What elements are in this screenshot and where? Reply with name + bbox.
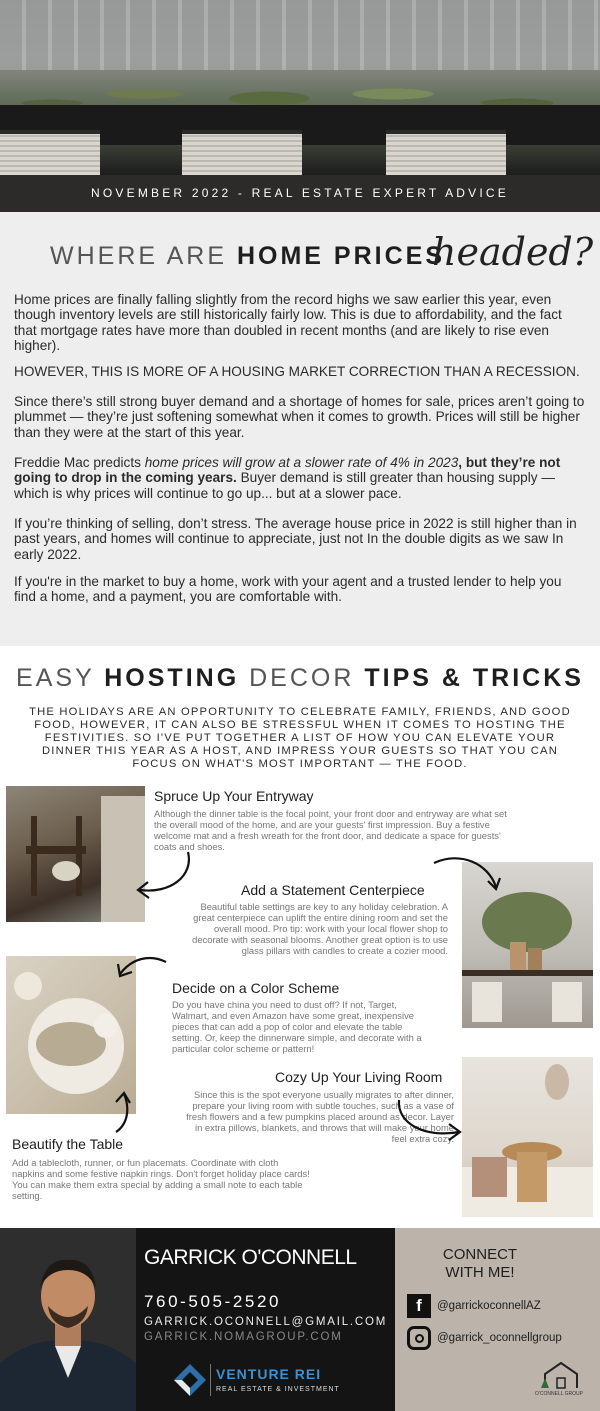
group-brand: O'CONNELL GROUP [535,1391,584,1397]
living-room-illustration [462,1057,593,1217]
hosting-intro: THE HOLIDAYS ARE AN OPPORTUNITY TO CELEBRATE FAMILY, FRIENDS, AND GOOD FOOD, HOWEVER, IT CAN ALSO BE STRESSFUL WHEN IT COMES TO HOSTING THE FESTIVITIES. SO I'VE PUT TOGETHER A LIST OF HOW YOU CAN ELEVATE YOUR DINNER THIS YEAR AS A HOST, AND IMPRESS YOUR GUESTS SO THAT YOU CAN FOCUS ON WHAT'S MOST IMPORTANT — THE FOOD. [29,706,571,770]
heading-easy: EASY [16,664,95,692]
hero-chair [386,130,506,175]
tip-title: Decide on a Color Scheme [172,980,340,996]
tip-title: Spruce Up Your Entryway [154,788,314,804]
tip-body: Although the dinner table is the focal point, your front door and entryway are what set the overall mood of the home, and are your guests' first impression. Buy a festive welcome mat and a fresh wreath for the front door, and dedicate a space for guests' coats and shoes. [154,808,507,852]
paragraph: If you're in the market to buy a home, work with your agent and a trusted lender to help you find a home, and a payment, you are comfortable with. [14,574,562,605]
paragraph [14,455,586,501]
venture-rei-logo-icon [172,1362,208,1398]
chair-illustration [6,786,145,922]
connect-line-2: WITH ME! [445,1264,515,1281]
tip-body: Since this is the spot everyone usually migrates to after dinner, prepare your living room with subtle touches, such as a vase of fresh flowers and a few pumpkins placed around as decor. Layer in extra pillows, blankets, and throws that will make your home feel extra cozy. [186,1089,454,1144]
heading-script: headed? [432,230,594,274]
arrow-icon [108,1090,138,1135]
facebook-handle: @garrickoconnellAZ [437,1300,541,1312]
heading-hosting: HOSTING [104,664,240,692]
p4-d: Buyer demand is still greater than housing supply — which is why prices will continue to go up... but at a slower pace. [14,470,555,501]
agent-name [144,1246,357,1270]
instagram-handle: @garrick_oconnellgroup [437,1332,562,1344]
brand-name: VENTURE REI [216,1366,322,1382]
heading-tips: TIPS & TRICKS [364,664,584,692]
contact-panel [136,1228,395,1411]
tip-body: Do you have china you need to dust off? If not, Target, Walmart, and even Amazon have some great, inexpensive pieces that can add a pop of color and elevate the table setting. Or, keep the dinnerware simple, and decorate with a particular color scheme or pattern! [172,999,422,1054]
agent-portrait [0,1228,136,1411]
prices-heading [50,242,445,271]
brand-tagline: REAL ESTATE & INVESTMENT [216,1386,340,1393]
connect-line-1: CONNECT [442,1246,518,1263]
paragraph: If you’re thinking of selling, don’t stress. The average house price in 2022 is still higher than in past years, and homes will continue to appreciate, just not In the double digits as we saw In early 2022. [14,516,577,562]
arrow-icon [395,1096,465,1144]
home-prices-section [0,212,600,646]
instagram-link[interactable] [407,1326,562,1350]
arrow-icon [110,952,170,982]
hero-chair [182,130,302,175]
p4-bold: , but they’re not going to drop in the coming years. [14,455,561,486]
paragraph: Since there’s still strong buyer demand and a shortage of homes for sale, prices aren’t going to plummet — they’re just softening somewhat when it comes to growth. Prices will still be higher than they were at the start of this year. [14,394,585,440]
agent-first-name: GARRICK [144,1246,237,1269]
social-panel [395,1228,600,1411]
arrow-icon [130,846,200,906]
facebook-link[interactable] [407,1294,541,1318]
heading-strong: HOME PRICES [236,242,446,270]
date-banner: NOVEMBER 2022 - REAL ESTATE EXPERT ADVICE [0,175,600,212]
email-link[interactable]: GARRICK.OCONNELL@GMAIL.COM [144,1316,388,1328]
paragraph: Home prices are finally falling slightly from the record highs we saw earlier this year, even though inventory levels are still historically fairly low. This is due to affordability, and the fact that mortgage rates have more than doubled in recent months (and are likely to rise even higher). [14,292,562,354]
instagram-icon [407,1326,431,1350]
agent-last-name: O'CONNELL [241,1246,357,1269]
heading-light: WHERE ARE [50,242,228,270]
footer [0,1228,600,1411]
tip-title: Add a Statement Centerpiece [241,882,425,898]
hosting-tips-section [0,646,600,1228]
divider [210,1364,211,1396]
hero-image [0,0,600,175]
tip-title: Beautify the Table [12,1136,124,1152]
facebook-icon: f [407,1294,431,1318]
agent-photo [0,1228,136,1411]
arrow-icon [430,851,505,896]
entryway-photo [6,786,145,922]
tip-body: Add a tablecloth, runner, or fun placemats. Coordinate with cloth napkins and some festive napkin rings. Don't forget holiday place cards! You can make them extra special by adding a small note to each table setting. [12,1157,310,1201]
living-room-photo [462,1057,593,1217]
tip-title: Cozy Up Your Living Room [275,1069,443,1085]
tip-body: Beautiful table settings are key to any holiday celebration. A great centerpiece can uplift the entire dining room and set the overall mood. Pro tip: work with your local flower shop to decorate with seasonal blooms. Another great option is to use glass pillars with candles to create a cozier mood. [192,901,448,956]
hosting-heading [0,664,600,693]
heading-decor: DECOR [249,664,355,692]
house-logo-icon [539,1360,583,1390]
phone-number[interactable]: 760-505-2520 [144,1292,282,1311]
hero-chair [0,130,100,175]
connect-heading [395,1246,565,1282]
p4-a: Freddie Mac predicts [14,455,145,470]
website-link[interactable]: GARRICK.NOMAGROUP.COM [144,1331,343,1343]
p4-italic: home prices will grow at a slower rate of 4% in 2023 [144,455,459,470]
paragraph: HOWEVER, THIS IS MORE OF A HOUSING MARKET CORRECTION THAN A RECESSION. [14,364,580,379]
